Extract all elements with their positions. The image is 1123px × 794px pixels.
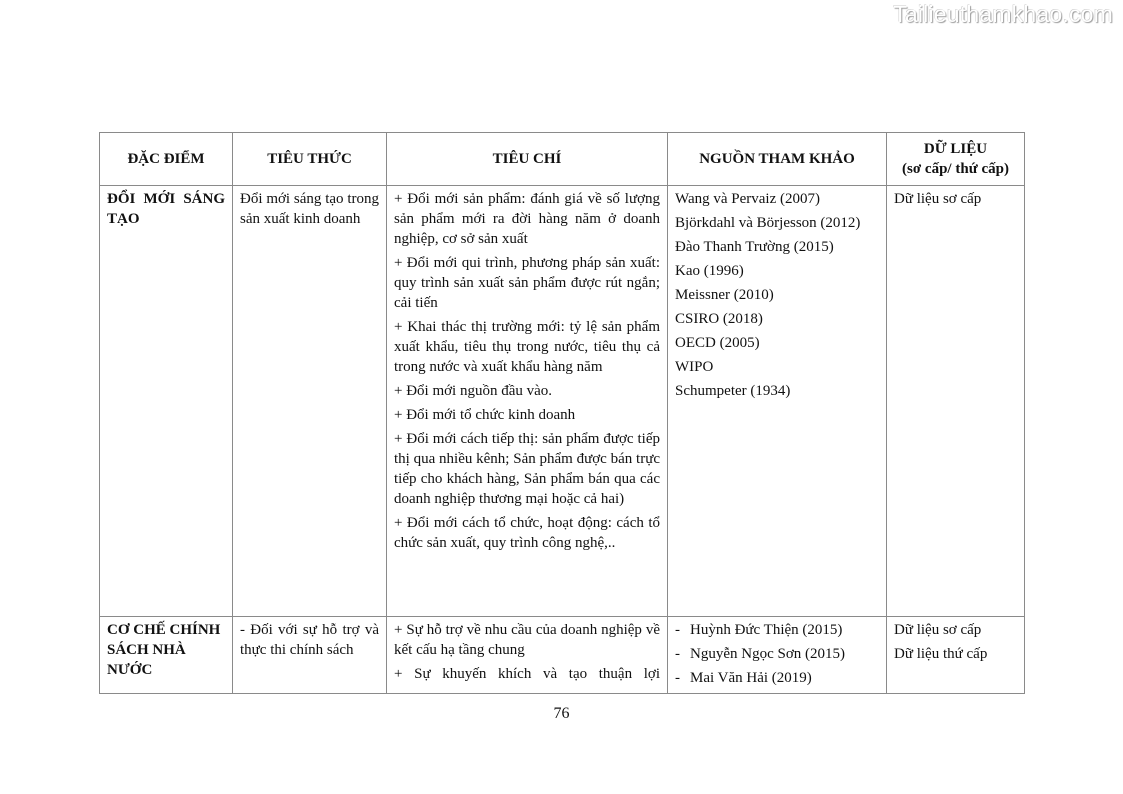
criteria-item: + Sự khuyến khích và tạo thuận lợi bbox=[394, 666, 660, 682]
data-type-cell bbox=[887, 617, 1025, 694]
header-data-title: DỮ LIỆU bbox=[923, 141, 988, 157]
source-item: Wang và Pervaiz (2007) bbox=[675, 191, 820, 207]
criterion-group-cell: - Đối với sự hỗ trợ và thực thi chính sách bbox=[233, 617, 387, 694]
table-row bbox=[100, 617, 1025, 694]
criteria-item: + Đổi mới cách tổ chức, hoạt động: cách tổ chức sản xuất, quy trình công nghệ,.. bbox=[394, 515, 660, 551]
criteria-item: + Đổi mới cách tiếp thị: sản phẩm được tiếp thị qua nhiều kênh; Sản phẩm được bán trực tiếp cho khách hàng, Sản phẩm bán qua các doanh nghiệp thương mại hoặc cả hai) bbox=[394, 431, 660, 507]
source-item: Björkdahl và Börjesson (2012) bbox=[675, 215, 861, 231]
table-header-row bbox=[100, 133, 1025, 186]
source-item bbox=[675, 668, 879, 688]
source-text: Nguyễn Ngọc Sơn (2015) bbox=[690, 646, 845, 662]
source-item: Kao (1996) bbox=[675, 263, 744, 279]
header-criteria: TIÊU CHÍ bbox=[387, 133, 668, 186]
criteria-item: + Đổi mới nguồn đầu vào. bbox=[394, 383, 553, 399]
criterion-group-cell: Đổi mới sáng tạo trong sản xuất kinh doanh bbox=[233, 186, 387, 617]
header-feature: ĐẶC ĐIỂM bbox=[100, 133, 233, 186]
criteria-item: + Khai thác thị trường mới: tỷ lệ sản phẩm xuất khẩu, tiêu thụ trong nước, tiêu thụ cả trong nước và xuất khẩu hàng năm bbox=[394, 319, 660, 375]
criteria-cell bbox=[387, 617, 668, 694]
source-text: Mai Văn Hải (2019) bbox=[690, 670, 812, 686]
source-item: Meissner (2010) bbox=[675, 287, 774, 303]
sources-cell bbox=[668, 186, 887, 617]
source-item: OECD (2005) bbox=[675, 335, 760, 351]
criteria-item: + Đổi mới sản phẩm: đánh giá về số lượng sản phẩm mới ra đời hàng năm ở doanh nghiệp, cơ sở sản xuất bbox=[394, 191, 660, 247]
bullet-dash: - bbox=[675, 670, 680, 686]
header-sources: NGUỒN THAM KHẢO bbox=[668, 133, 887, 186]
data-type-item: Dữ liệu sơ cấp bbox=[894, 622, 982, 638]
bullet-dash: - bbox=[675, 646, 680, 662]
source-item: Schumpeter (1934) bbox=[675, 383, 791, 399]
source-item: WIPO bbox=[675, 359, 714, 375]
criteria-item: + Sự hỗ trợ về nhu cầu của doanh nghiệp về kết cấu hạ tầng chung bbox=[394, 622, 660, 658]
source-item: CSIRO (2018) bbox=[675, 311, 763, 327]
source-text: Huỳnh Đức Thiện (2015) bbox=[690, 622, 843, 638]
source-item bbox=[675, 620, 879, 640]
criteria-item: + Đổi mới tổ chức kinh doanh bbox=[394, 407, 576, 423]
header-data bbox=[887, 133, 1025, 186]
page-number: 76 bbox=[553, 705, 570, 722]
feature-cell: CƠ CHẾ CHÍNH SÁCH NHÀ NƯỚC bbox=[100, 617, 233, 694]
header-criterion-group: TIÊU THỨC bbox=[233, 133, 387, 186]
header-data-subtitle: (sơ cấp/ thứ cấp) bbox=[902, 161, 1009, 177]
watermark-text: Tailieuthamkhao.com bbox=[893, 1, 1113, 27]
sources-cell bbox=[668, 617, 887, 694]
criteria-item: + Đổi mới qui trình, phương pháp sản xuất: quy trình sản xuất sản phẩm được rút ngắn; cải tiến bbox=[394, 255, 660, 311]
table-row bbox=[100, 186, 1025, 617]
bullet-dash: - bbox=[675, 622, 680, 638]
criteria-table bbox=[99, 132, 1025, 694]
feature-cell: ĐỔI MỚI SÁNG TẠO bbox=[100, 186, 233, 617]
data-type-item: Dữ liệu thứ cấp bbox=[894, 646, 988, 662]
source-item bbox=[675, 644, 879, 664]
data-type-item: Dữ liệu sơ cấp bbox=[894, 191, 982, 207]
source-item: Đào Thanh Trường (2015) bbox=[675, 239, 834, 255]
criteria-cell bbox=[387, 186, 668, 617]
data-type-cell bbox=[887, 186, 1025, 617]
